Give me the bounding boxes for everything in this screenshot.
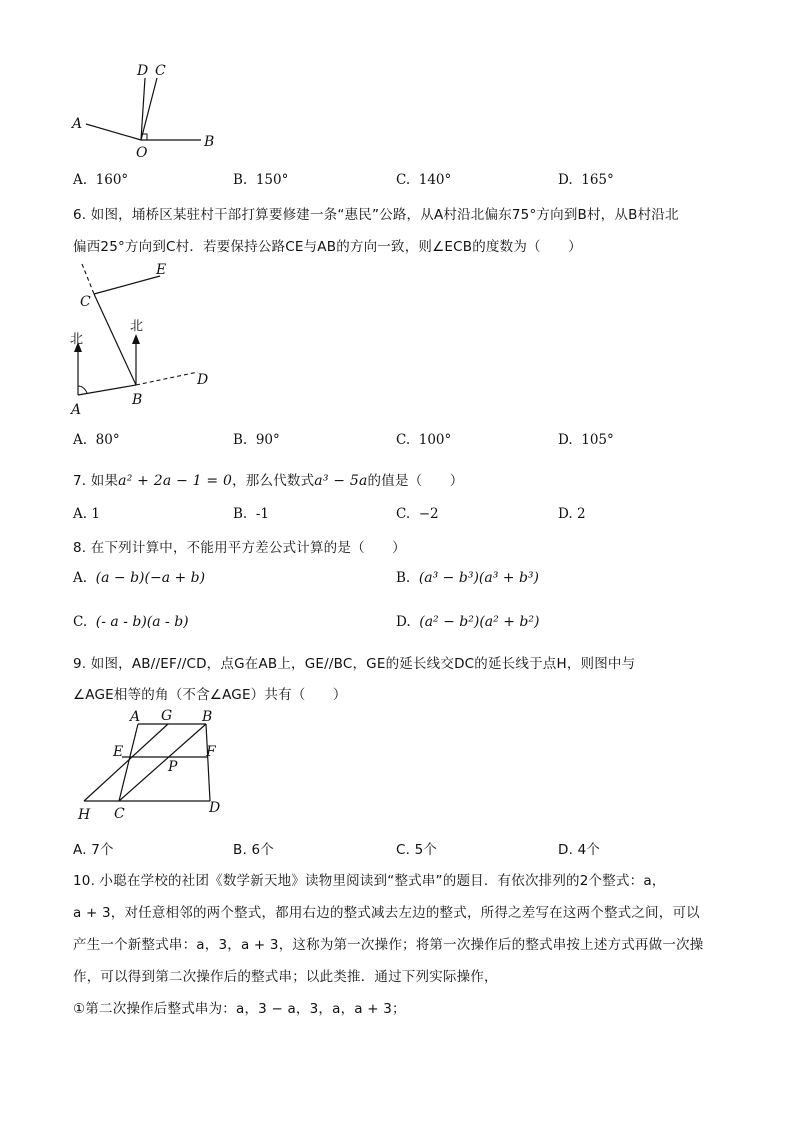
q6-label-north-b: 北 — [130, 319, 144, 334]
q9-option-c[interactable]: C. 5个 — [396, 842, 438, 858]
q6-label-a: A — [71, 402, 82, 418]
q8-option-c[interactable]: C. (- a - b)(a - b) — [73, 614, 189, 630]
q9-option-a[interactable]: A. 7个 — [73, 842, 114, 858]
q9-label-c: C — [114, 806, 125, 822]
q7-option-d[interactable]: D. 2 — [558, 506, 586, 522]
q5-option-c[interactable]: C. 140° — [396, 172, 452, 188]
q9-label-b: B — [202, 709, 213, 725]
q7-stem: 7. 如果a² + 2a − 1 = 0，那么代数式a³ − 5a的值是（ ） — [73, 473, 464, 489]
q5-option-a[interactable]: A. 160° — [73, 172, 129, 188]
q7-option-a[interactable]: A. 1 — [73, 506, 100, 522]
q7-condition: a² + 2a − 1 = 0 — [118, 473, 233, 489]
q9-stem-line1: 9. 如图，AB//EF//CD，点G在AB上，GE//BC，GE的延长线交DC的延长线于点H，则图中与 — [73, 656, 636, 672]
q9-label-a: A — [130, 709, 141, 725]
q6-stem-line1: 6. 如图，埇桥区某驻村干部打算要修建一条“惠民”公路，从A村沿北偏东75°方向到B村，从B村沿北 — [73, 207, 679, 223]
q10-statement-1: ①第二次操作后整式串为：a，3 − a，3，a，a + 3； — [73, 1001, 406, 1017]
q5-label-b: B — [204, 134, 215, 150]
q9-label-d: D — [209, 800, 221, 816]
q6-label-north-a: 北 — [70, 332, 84, 347]
q9-option-b[interactable]: B. 6个 — [233, 842, 274, 858]
q5-label-d: D — [137, 63, 149, 79]
q5-label-c: C — [155, 63, 166, 79]
q8-option-d[interactable]: D. (a² − b²)(a² + b²) — [396, 614, 540, 630]
q9-label-e: E — [113, 744, 124, 760]
q9-figure — [72, 707, 237, 825]
q7-option-b[interactable]: B. -1 — [233, 506, 269, 522]
q5-option-b[interactable]: B. 150° — [233, 172, 289, 188]
q6-figure — [66, 258, 226, 423]
q6-label-b: B — [132, 392, 143, 408]
q5-label-a: A — [72, 116, 83, 132]
q6-option-a[interactable]: A. 80° — [73, 432, 120, 448]
q6-label-d: D — [197, 372, 209, 388]
q6-option-d[interactable]: D. 105° — [558, 432, 614, 448]
q8-option-a[interactable]: A. (a − b)(−a + b) — [73, 570, 206, 586]
q8-option-b[interactable]: B. (a³ − b³)(a³ + b³) — [396, 570, 539, 586]
q5-label-o: O — [136, 145, 148, 161]
q10-stem-line3: 产生一个新整式串：a，3，a + 3，这称为第一次操作；将第一次操作后的整式串按上述方式再做一次操 — [73, 937, 704, 953]
q9-option-d[interactable]: D. 4个 — [558, 842, 601, 858]
q9-label-h: H — [78, 807, 91, 823]
q10-stem-line4: 作，可以得到第二次操作后的整式串；以此类推．通过下列实际操作， — [73, 969, 498, 985]
q8-stem: 8. 在下列计算中，不能用平方差公式计算的是（ ） — [73, 540, 406, 556]
q5-option-d[interactable]: D. 165° — [558, 172, 614, 188]
q9-stem-line2: ∠AGE相等的角（不含∠AGE）共有（ ） — [73, 687, 347, 703]
q9-label-g: G — [161, 708, 173, 724]
q6-label-e: E — [156, 262, 167, 278]
q9-label-f: F — [206, 744, 216, 760]
q6-label-c: C — [80, 294, 91, 310]
q9-label-p: P — [168, 759, 178, 775]
q10-stem-line1: 10. 小聪在学校的社团《数学新天地》读物里阅读到“整式串”的题目．有依次排列的2个整式：a， — [73, 873, 666, 889]
q6-stem-line2: 偏西25°方向到C村．若要保持公路CE与AB的方向一致，则∠ECB的度数为（ ） — [73, 239, 582, 255]
q10-stem-line2: a + 3，对任意相邻的两个整式，都用右边的整式减去左边的整式，所得之差写在这两个整式之间，可以 — [73, 905, 700, 921]
q7-option-c[interactable]: C. −2 — [396, 506, 439, 522]
q7-expression: a³ − 5a — [314, 473, 368, 489]
q6-option-b[interactable]: B. 90° — [233, 432, 280, 448]
q5-figure — [66, 62, 226, 162]
q6-option-c[interactable]: C. 100° — [396, 432, 452, 448]
